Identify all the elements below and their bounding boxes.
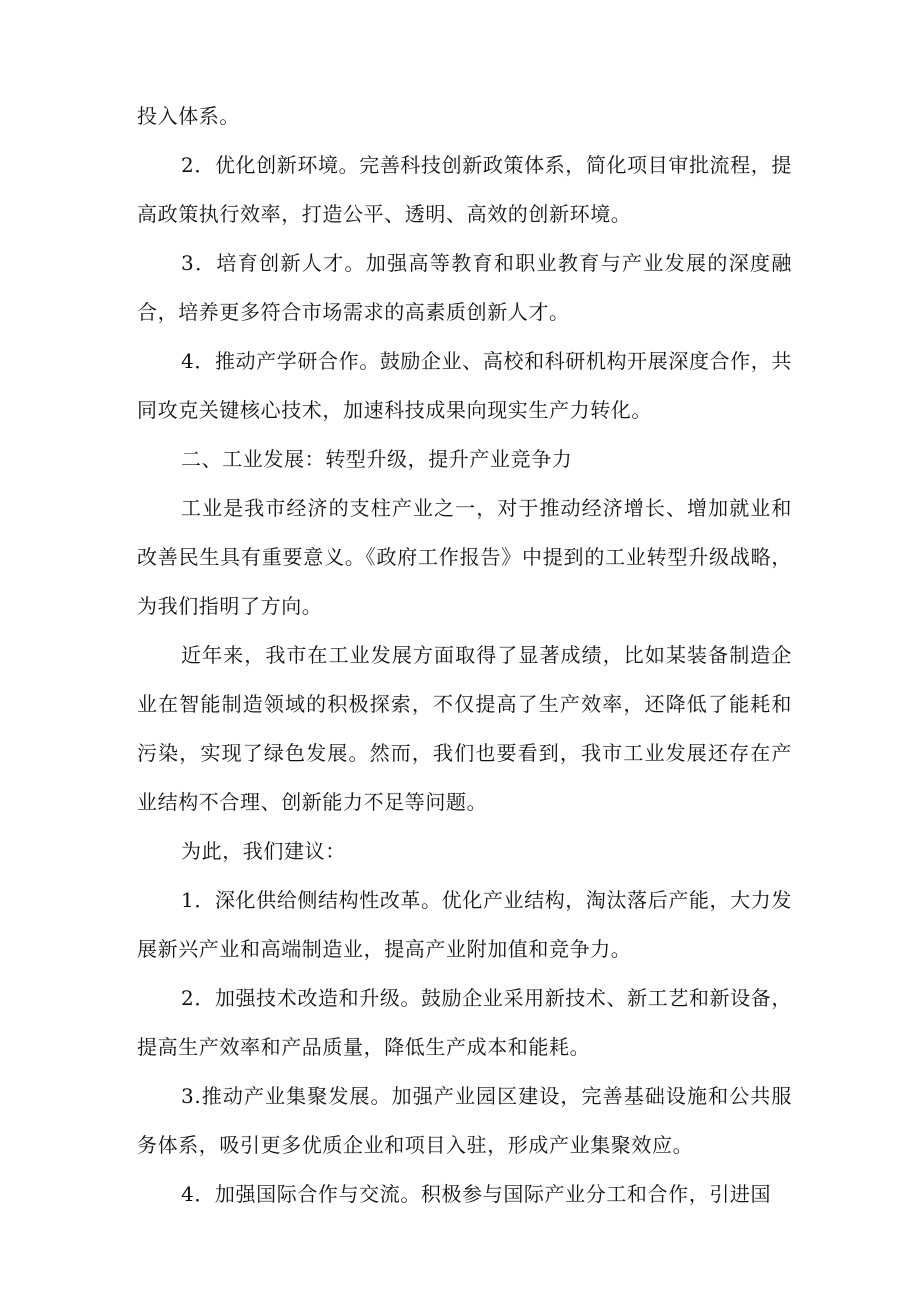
paragraph-industry-achievements: 近年来，我市在工业发展方面取得了显著成绩，比如某装备制造企业在智能制造领域的积极探索，不仅提高了生产效率，还降低了能耗和污染，实现了绿色发展。然而，我们也要看到，我市工业发展还存在产业结构不合理、创新能力不足等问题。 bbox=[137, 643, 792, 814]
paragraph-suggestions-lead: 为此，我们建议： bbox=[181, 839, 346, 863]
paragraph-item-2-tech-upgrade: 2．加强技术改造和升级。鼓励企业采用新技术、新工艺和新设备，提高生产效率和产品质量，降低生产成本和能耗。 bbox=[137, 986, 792, 1059]
section-heading-industry: 二、工业发展：转型升级，提升产业竞争力 bbox=[181, 447, 573, 471]
document-body bbox=[137, 92, 792, 1219]
paragraph-continuation: 投入体系。 bbox=[137, 104, 240, 128]
paragraph-item-2-innovation-environment: 2．优化创新环境。完善科技创新政策体系，简化项目审批流程，提高政策执行效率，打造公平、透明、高效的创新环境。 bbox=[137, 153, 792, 226]
paragraph-item-3-innovation-talent: 3．培育创新人才。加强高等教育和职业教育与产业发展的深度融合，培养更多符合市场需求的高素质创新人才。 bbox=[137, 251, 792, 324]
paragraph-industry-intro: 工业是我市经济的支柱产业之一，对于推动经济增长、增加就业和改善民生具有重要意义。《政府工作报告》中提到的工业转型升级战略，为我们指明了方向。 bbox=[137, 496, 792, 618]
paragraph-item-1-supply-reform: 1．深化供给侧结构性改革。优化产业结构，淘汰落后产能，大力发展新兴产业和高端制造业，提高产业附加值和竞争力。 bbox=[137, 888, 792, 961]
paragraph-item-3-industry-cluster: 3.推动产业集聚发展。加强产业园区建设，完善基础设施和公共服务体系，吸引更多优质企业和项目入驻，形成产业集聚效应。 bbox=[137, 1084, 792, 1157]
paragraph-item-4-industry-research: 4．推动产学研合作。鼓励企业、高校和科研机构开展深度合作，共同攻克关键核心技术，加速科技成果向现实生产力转化。 bbox=[137, 349, 792, 422]
paragraph-item-4-international-cooperation: 4．加强国际合作与交流。积极参与国际产业分工和合作，引进国 bbox=[181, 1182, 772, 1206]
